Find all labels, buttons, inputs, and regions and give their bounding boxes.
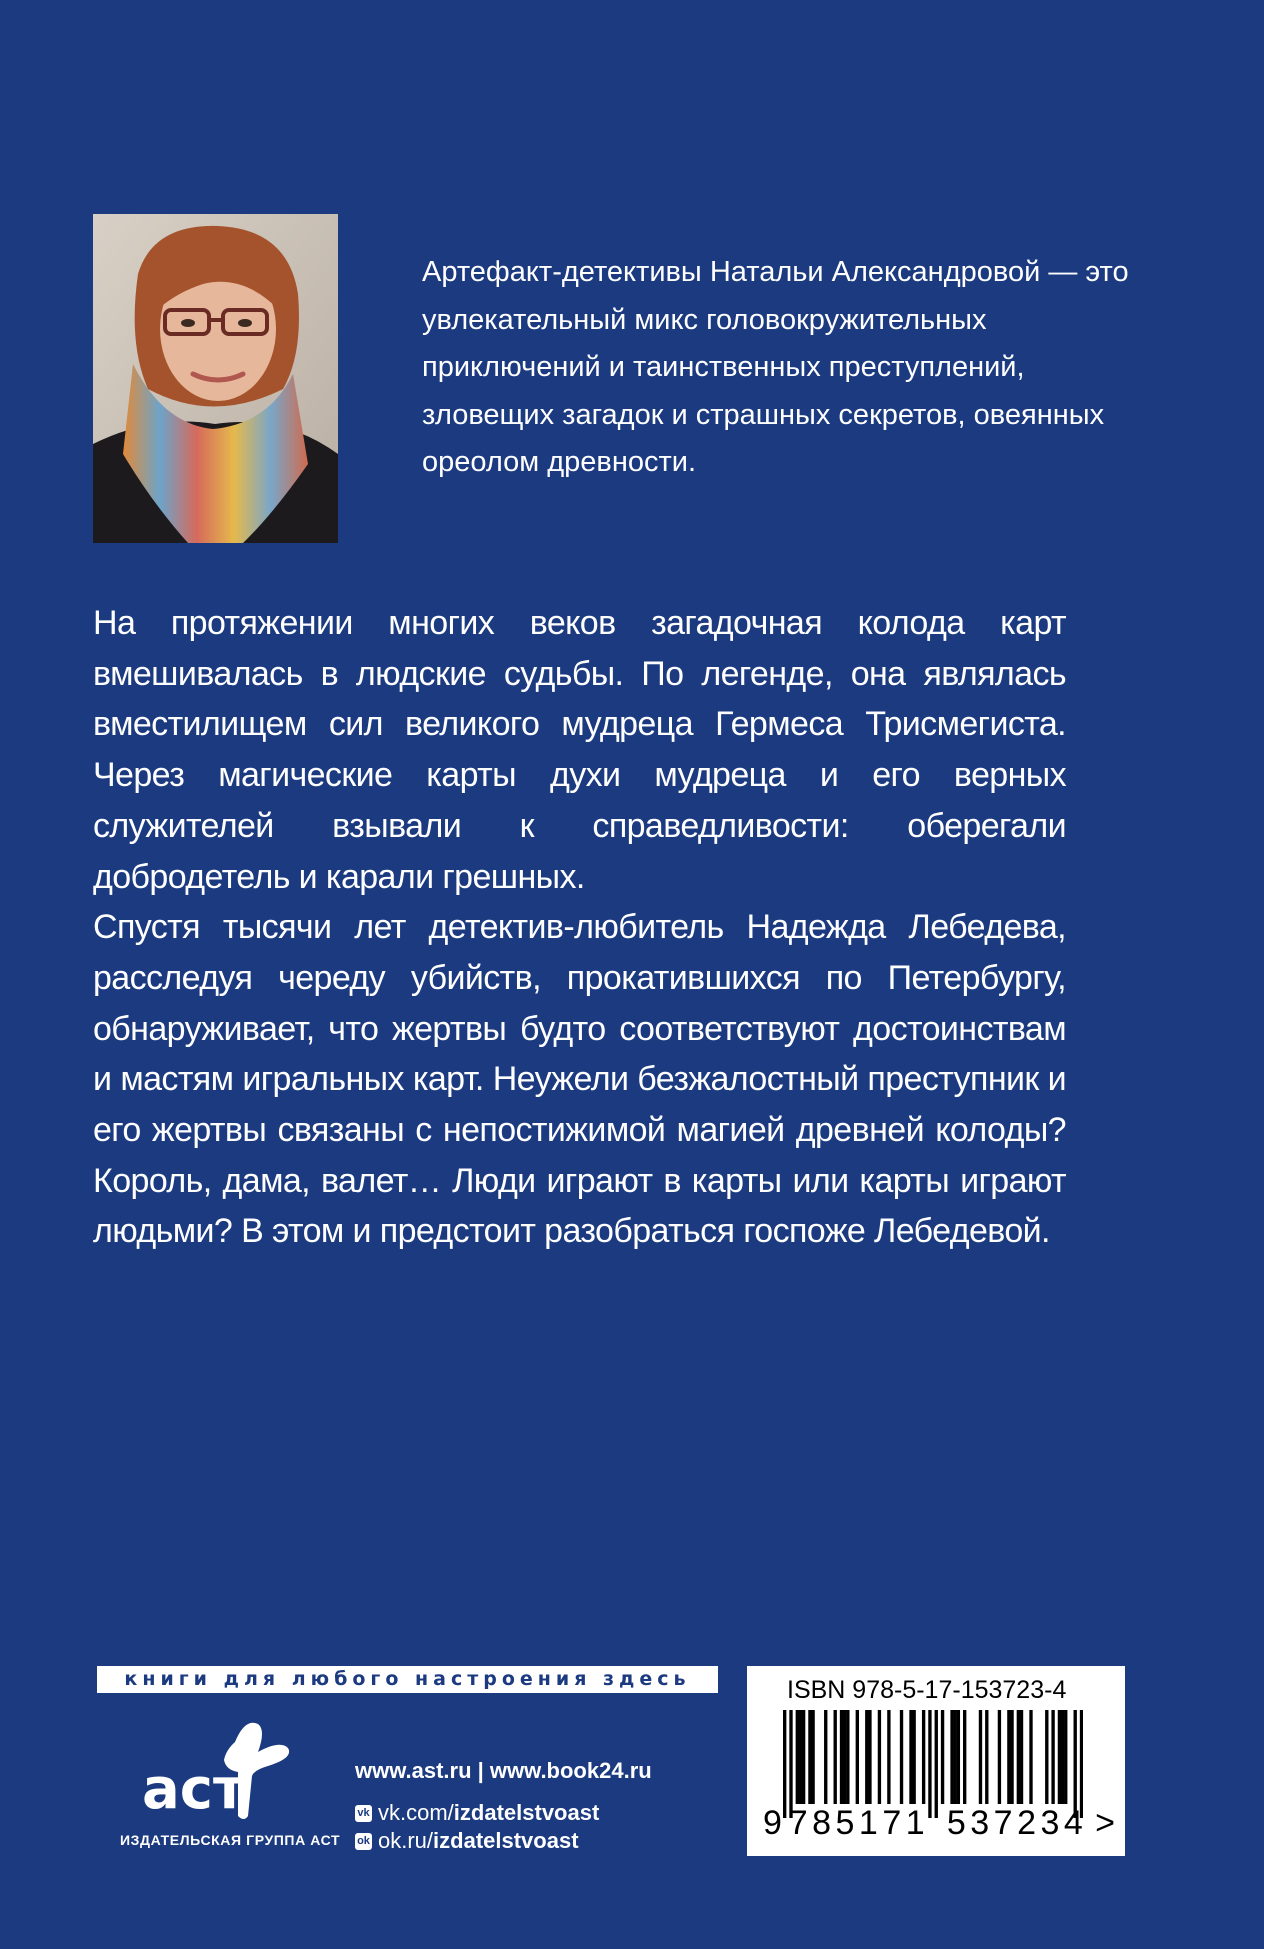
barcode-bar: [799, 1710, 802, 1804]
barcode-bar: [824, 1710, 827, 1804]
isbn-label: ISBN 978-5-17-153723-4: [787, 1676, 1067, 1704]
barcode-bar: [811, 1710, 814, 1804]
synopsis-paragraph: Спустя тысячи лет детектив-любитель Надежда Лебедева, расследуя череду убийств, прокатившихся по Петербургу, обнаруживает, что жертвы будто соответствуют достоинствам и мастям игральных карт. Неужели безжалостный преступник и его жертвы связаны с непостижимой магией древней колоды? Король, дама, валет… Люди играют в карты или карты играют людьми? В этом и предстоит разобраться госпоже Лебедевой.: [93, 908, 1066, 1251]
barcode-bar: [1020, 1710, 1023, 1804]
barcode-bar: [802, 1710, 805, 1804]
barcode-bar: [912, 1710, 915, 1804]
barcode-bar: [909, 1710, 912, 1804]
barcode-bar: [846, 1710, 849, 1804]
barcode-bar: [1007, 1710, 1010, 1804]
barcode-bar: [1061, 1710, 1064, 1804]
barcode-bar: [900, 1710, 903, 1804]
ean-quiet-zone-marker: >: [1095, 1804, 1115, 1842]
barcode-bar: [954, 1710, 957, 1804]
vk-link[interactable]: [355, 1800, 599, 1826]
barcode-bar: [1080, 1710, 1083, 1818]
barcode-bar: [868, 1710, 871, 1804]
vk-prefix: vk.com/: [378, 1800, 454, 1825]
ean-right-group: 537234: [946, 1804, 1088, 1842]
ok-link[interactable]: [355, 1828, 579, 1854]
website-links[interactable]: www.ast.ru | www.book24.ru: [355, 1758, 652, 1783]
barcode-bar: [922, 1710, 925, 1804]
ok-handle: izdatelstvoast: [433, 1828, 579, 1853]
barcode-bar: [843, 1710, 846, 1804]
tagline-banner: книги для любого настроения здесь: [97, 1666, 718, 1693]
barcode-bar: [796, 1710, 799, 1804]
synopsis: [93, 598, 1066, 1257]
logo-text: аст: [142, 1757, 246, 1822]
barcode-bar: [808, 1710, 811, 1804]
barcode-bar: [998, 1710, 1001, 1804]
barcode-bar: [1029, 1710, 1032, 1804]
barcode-bar: [957, 1710, 960, 1804]
barcode-bar: [887, 1710, 890, 1804]
barcode-bar: [979, 1710, 982, 1804]
ok-icon: ok: [355, 1833, 372, 1850]
ast-logo: [140, 1712, 300, 1822]
barcode-bar: [1064, 1710, 1067, 1804]
barcode-bar: [985, 1710, 988, 1804]
barcode-bar: [1051, 1710, 1054, 1804]
barcode-bar: [1045, 1710, 1048, 1804]
synopsis-paragraph: На протяжении многих веков загадочная колода карт вмешивалась в людские судьбы. По легенде, она являлась вместилищем сил великого мудреца Гермеса Трисмегиста. Через магические карты духи мудреца и его верных служителей взывали к справедливости: оберегали добродетель и карали грешных.: [93, 604, 1066, 896]
barcode-bar: [856, 1710, 859, 1804]
barcode-bar: [1074, 1710, 1077, 1818]
barcode-bar: [865, 1710, 868, 1804]
barcode-bar: [941, 1710, 944, 1804]
barcode-bar: [783, 1710, 786, 1818]
barcode-box: [747, 1666, 1125, 1856]
author-blurb: Артефакт-детективы Натальи Александровой — это увлекательный микс головокружительных приключений и таинственных преступлений, зловещих загадок и страшных секретов, овеянных ореолом древности.: [422, 256, 1129, 478]
ean-left-group: 785171: [788, 1804, 930, 1842]
publisher-name: ИЗДАТЕЛЬСКАЯ ГРУППА АСТ: [120, 1832, 341, 1848]
ean-first-digit: 9: [763, 1804, 782, 1842]
barcode-bar: [935, 1710, 938, 1818]
ok-prefix: ok.ru/: [378, 1828, 434, 1853]
author-photo: [93, 214, 338, 543]
barcode-bar: [840, 1710, 843, 1804]
barcode-bar: [834, 1710, 837, 1804]
barcode-bar: [878, 1710, 881, 1804]
barcode-bar: [963, 1710, 966, 1804]
vk-icon: vk: [355, 1805, 372, 1822]
barcode-bars: [783, 1710, 1083, 1818]
barcode-bar: [1010, 1710, 1013, 1804]
ean-digits: [763, 1804, 1115, 1843]
barcode-bar: [1058, 1710, 1061, 1804]
barcode-bar: [928, 1710, 931, 1818]
barcode-bar: [950, 1710, 953, 1804]
vk-handle: izdatelstvoast: [453, 1800, 600, 1825]
barcode-bar: [789, 1710, 792, 1818]
barcode-bar: [1017, 1710, 1020, 1804]
